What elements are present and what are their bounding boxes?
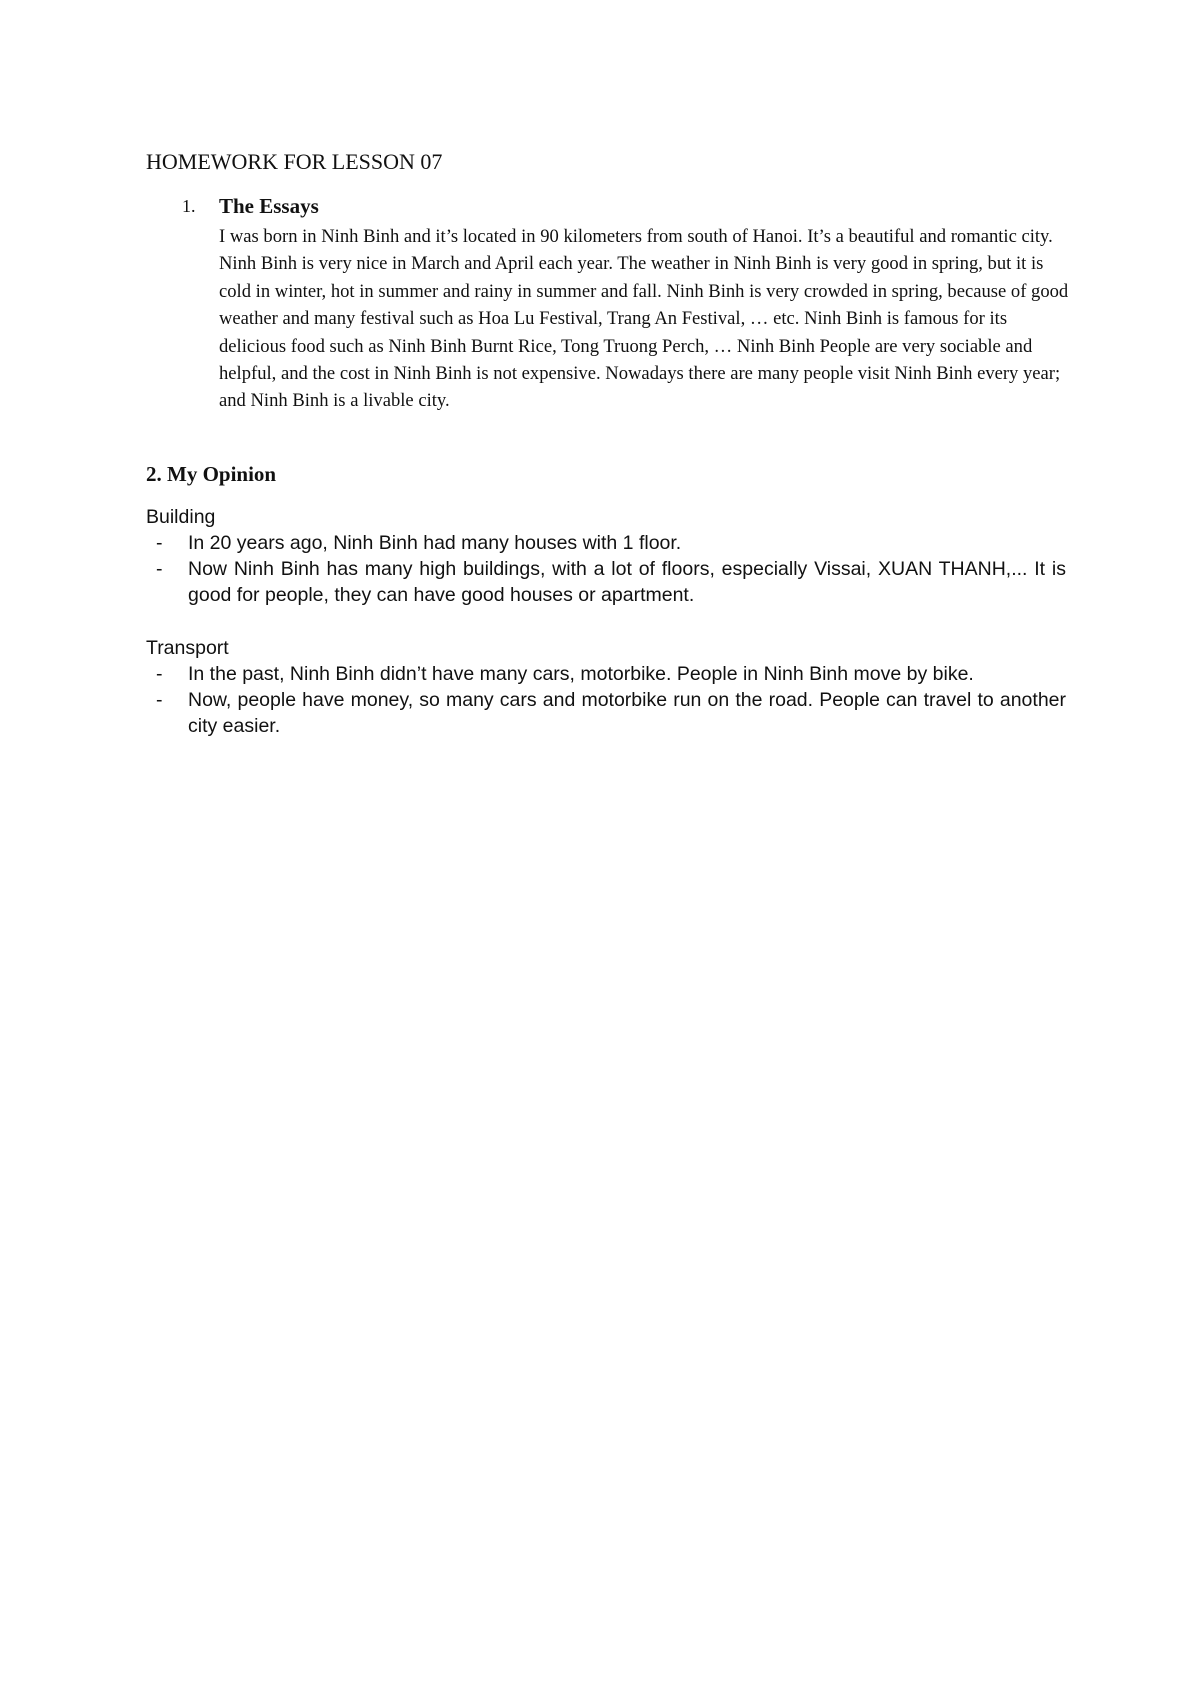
group-label-building: Building	[146, 506, 216, 528]
dash-bullet: -	[156, 689, 163, 711]
list-item-text: In 20 years ago, Ninh Binh had many houses with 1 floor.	[188, 532, 682, 554]
opinion-group-transport	[146, 635, 1066, 739]
list-item	[146, 556, 1066, 608]
dash-bullet: -	[156, 558, 163, 580]
section-number: 1.	[182, 196, 196, 216]
list-item-text: Now, people have money, so many cars and motorbike run on the road. People can travel to another city easier.	[188, 689, 1066, 737]
list-item-text: In the past, Ninh Binh didn’t have many cars, motorbike. People in Ninh Binh move by bike.	[188, 663, 974, 685]
list-item	[146, 687, 1066, 739]
list-item-text: Now Ninh Binh has many high buildings, with a lot of floors, especially Vissai, XUAN THANH,... It is good for people, they can have good houses or apartment.	[188, 558, 1066, 606]
dash-bullet: -	[156, 663, 163, 685]
opinion-group-building	[146, 504, 1066, 608]
bullet-list-building	[146, 530, 1066, 608]
section-heading-opinion: 2. My Opinion	[146, 462, 277, 486]
group-label-transport: Transport	[146, 637, 229, 659]
document-title: HOMEWORK FOR LESSON 07	[146, 149, 443, 174]
dash-bullet: -	[156, 532, 163, 554]
bullet-list-transport	[146, 661, 1066, 739]
section-heading-essays: The Essays	[219, 194, 319, 218]
list-item	[146, 530, 1066, 556]
list-item	[146, 661, 1066, 687]
essay-paragraph: I was born in Ninh Binh and it’s located in 90 kilometers from south of Hanoi. It’s a beautiful and romantic city. Ninh Binh is very nice in March and April each year. The weather in Ninh Binh is very good in spring, but it is cold in winter, hot in summer and rainy in summer and fall. Ninh Binh is very crowded in spring, because of good weather and many festival such as Hoa Lu Festival, Trang An Festival, … etc. Ninh Binh is famous for its delicious food such as Ninh Binh Burnt Rice, Tong Truong Perch, … Ninh Binh People are very sociable and helpful, and the cost in Ninh Binh is not expensive. Nowadays there are many people visit Ninh Binh every year; and Ninh Binh is a livable city.	[219, 226, 1069, 412]
